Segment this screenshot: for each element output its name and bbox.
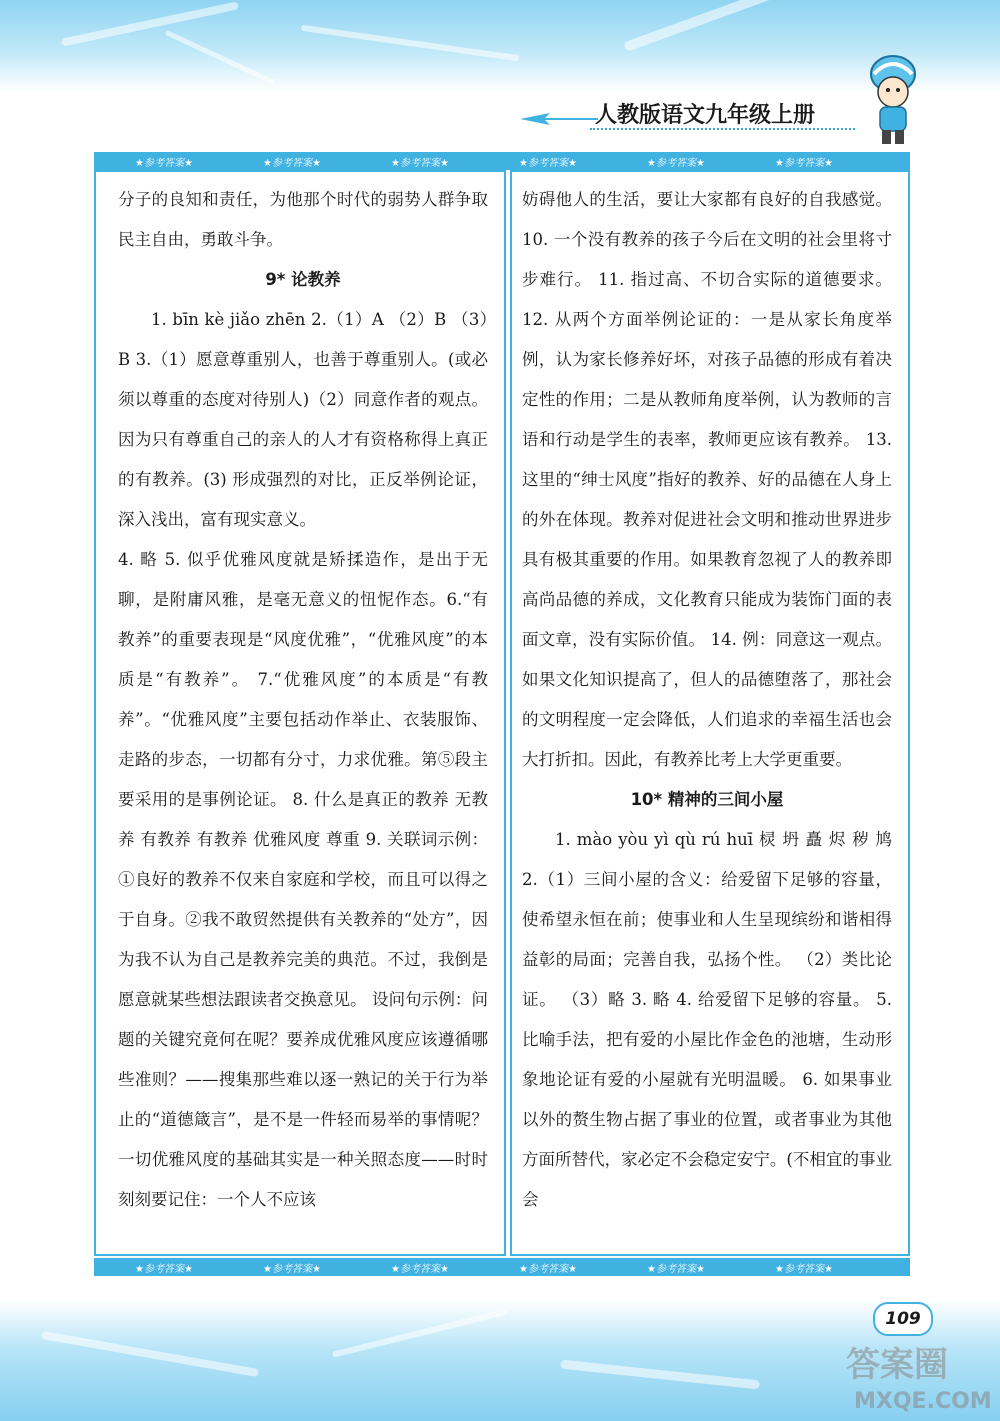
frame-top-bar — [94, 152, 910, 170]
frame-tag: ★参考答案★ — [647, 1263, 705, 1275]
mascot-icon — [862, 52, 924, 147]
answer-paragraph: 妨碍他人的生活，要让大家都有良好的自我感觉。 10. 一个没有教养的孩子今后在文明的社会里将寸步难行。 11. 指过高、不切合实际的道德要求。 12. 从两个方面举例论证的：一是从家长角度举例，认为家长修养好坏，对孩子品德的形成有着决定性的作用；二是从教师角度举例，认为教师的言语和行动是学生的表率，教师更应该有教养。 13. 这里的“绅士风度”指好的教养、好的品德在人身上的外在体现。教养对促进社会文明和推动世界进步具有极其重要的作用。如果教育忽视了人的教养即高尚品德的养成，文化教育只能成为装饰门面的表面文章，没有实际价值。 14. 例：同意这一观点。如果文化知识提高了，但人的品德堕落了，那社会的文明程度一定会降低，人们追求的幸福生活也会大打折扣。因此，有教养比考上大学更重要。 — [522, 190, 892, 769]
answer-paragraph: 1. bīn kè jiǎo zhēn 2.（1）A （2）B （3）B 3.（1）愿意尊重别人，也善于尊重别人。(或必须以尊重的态度对待别人)（2）同意作者的观点。因为只有尊重自己的亲人的人才有资格称得上真正的有教养。(3) 形成强烈的对比，正反举例论证，深入浅出，富有现实意义。 — [118, 310, 488, 529]
frame-tag: ★参考答案★ — [263, 1263, 321, 1275]
page-number: 109 — [873, 1302, 933, 1336]
decor-stroke — [623, 0, 777, 52]
frame-tag: ★参考答案★ — [391, 157, 449, 169]
book-title: 人教版语文九年级上册 — [595, 103, 816, 128]
frame-tag: ★参考答案★ — [135, 157, 193, 169]
decor-stroke — [560, 1360, 760, 1390]
frame-bottom-bar — [94, 1258, 910, 1276]
frame-tag: ★参考答案★ — [775, 1263, 833, 1275]
watermark-logo-text: 答案圈 — [846, 1345, 948, 1385]
frame-tag: ★参考答案★ — [391, 1263, 449, 1275]
section-title-10: 10* 精神的三间小屋 — [630, 790, 784, 809]
frame-tag: ★参考答案★ — [135, 1263, 193, 1275]
top-banner — [0, 0, 1000, 92]
decor-stroke — [61, 1, 239, 46]
frame-tag: ★参考答案★ — [775, 157, 833, 169]
title-underline — [590, 128, 855, 130]
frame-tag: ★参考答案★ — [519, 1263, 577, 1275]
decor-stroke — [41, 1331, 259, 1377]
frame-tag: ★参考答案★ — [647, 157, 705, 169]
watermark-logo — [836, 1336, 994, 1416]
frame-tag: ★参考答案★ — [263, 157, 321, 169]
left-column — [118, 180, 488, 1220]
answer-paragraph: 4. 略 5. 似乎优雅风度就是矫揉造作，是出于无聊，是附庸风雅，是毫无意义的忸怩作态。6.“有教养”的重要表现是“风度优雅”，“优雅风度”的本质是“有教养”。 7.“优雅风度”的本质是“有教养”。“优雅风度”主要包括动作举止、衣装服饰、走路的步态，一切都有分寸，力求优雅。第⑤段主要采用的是事例论证。 8. 什么是真正的教养 无教养 有教养 有教养 优雅风度 尊重 9. 关联词示例：①良好的教养不仅来自家庭和学校，而且可以得之于自身。②我不敢贸然提供有关教养的“处方”，因为我不认为自己是教养完美的典范。不过，我倒是愿意就某些想法跟读者交换意见。 设问句示例：问题的关键究竟何在呢？要养成优雅风度应该遵循哪些准则？——搜集那些难以逐一熟记的关于行为举止的“道德箴言”，是不是一件轻而易举的事情呢？一切优雅风度的基础其实是一种关照态度——时时刻刻要记住：一个人不应该 — [118, 550, 488, 1209]
decor-stroke — [301, 25, 520, 62]
frame-tag: ★参考答案★ — [519, 157, 577, 169]
answer-paragraph: 1. mào yòu yì qù rú huī 棂 坍 矗 烬 秽 鸠 2.（1）三间小屋的含义：给爱留下足够的容量，使希望永恒在前；使事业和人生呈现缤纷和谐相得益彰的局面；完善自我，弘扬个性。 （2）类比论证。 （3）略 3. 略 4. 给爱留下足够的容量。 5. 比喻手法，把有爱的小屋比作金色的池塘，生动形象地论证有爱的小屋就有光明温暖。 6. 如果事业以外的赘生物占据了事业的位置，或者事业为其他方面所替代，家必定不会稳定安宁。(不相宜的事业会 — [522, 830, 892, 1209]
section-title-9: 9* 论教养 — [265, 270, 341, 289]
watermark-url: MXQE.COM — [854, 1389, 992, 1414]
left-intro-text: 分子的良知和责任，为他那个时代的弱势人群争取民主自由，勇敢斗争。 — [118, 190, 488, 249]
paper-plane-icon — [520, 112, 600, 126]
decor-stroke — [165, 30, 276, 85]
right-column — [522, 180, 892, 1220]
decor-stroke — [332, 1308, 508, 1357]
